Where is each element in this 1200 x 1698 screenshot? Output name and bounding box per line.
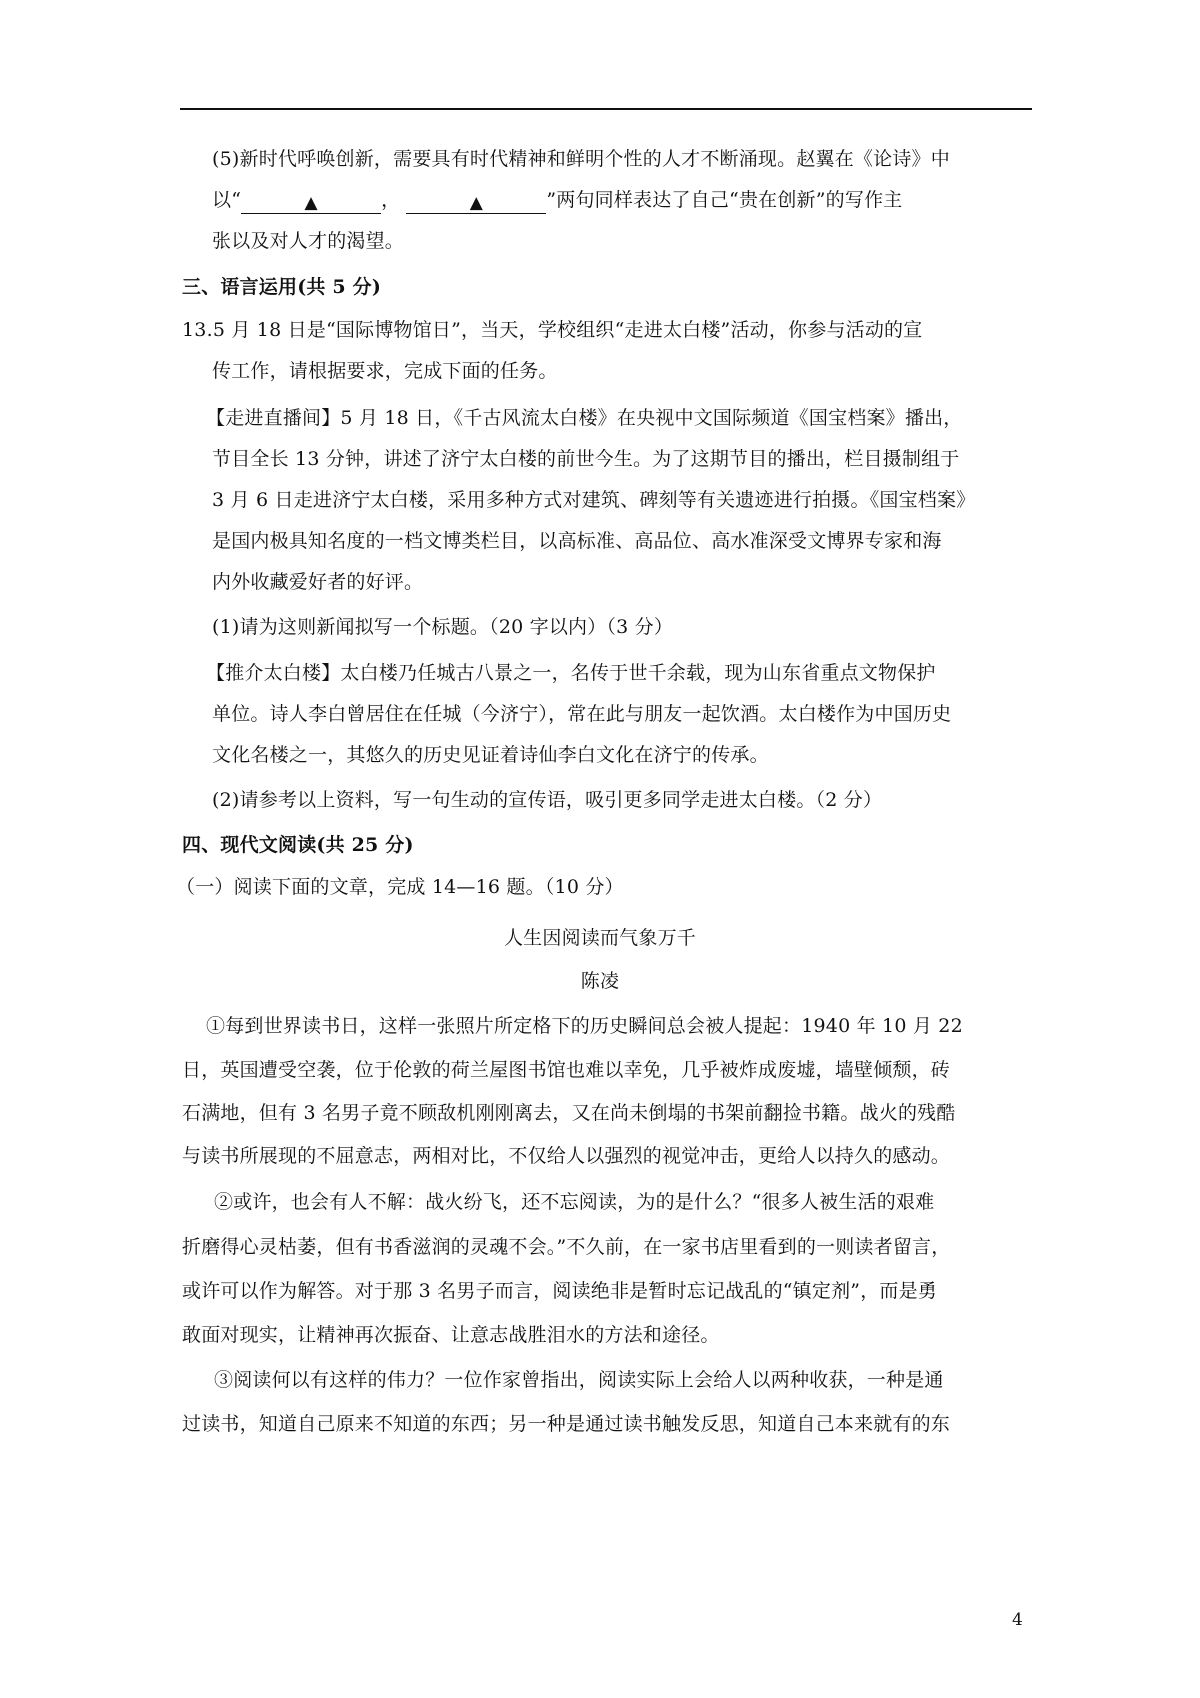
section4-heading: 四、现代文阅读(共 25 分) bbox=[182, 834, 414, 856]
section4-sub1: （一）阅读下面的文章，完成 14—16 题。（10 分） bbox=[176, 876, 624, 898]
broadcast-line-2: 节目全长 13 分钟，讲述了济宁太白楼的前世今生。为了这期节目的播出，栏目摄制组于 bbox=[212, 448, 960, 470]
paragraph-line-2: 日，英国遭受空袭，位于伦敦的荷兰屋图书馆也难以幸免，几乎被炸成废墟，墙壁倾颓，砖 bbox=[182, 1059, 951, 1081]
task2: (2)请参考以上资料，写一句生动的宣传语，吸引更多同学走进太白楼。（2 分） bbox=[212, 789, 883, 811]
fill-blank-2[interactable] bbox=[406, 192, 546, 214]
triangle-marker-icon: ▲ bbox=[304, 193, 318, 213]
q12-5-line2 bbox=[212, 188, 902, 212]
q12-5-line2-post: ”两句同样表达了自己“贵在创新”的写作主 bbox=[546, 189, 903, 211]
paragraph-line-1: ①每到世界读书日，这样一张照片所定格下的历史瞬间总会被人提起：1940 年 10 月 22 bbox=[206, 1015, 963, 1037]
page-number: 4 bbox=[1012, 1610, 1023, 1630]
q13-line1: 13.5 月 18 日是“国际博物馆日”，当天，学校组织“走进太白楼”活动，你参与活动的宣 bbox=[182, 319, 923, 341]
broadcast-line-4: 是国内极具知名度的一档文博类栏目，以高标准、高品位、高水准深受文博界专家和海 bbox=[212, 530, 942, 552]
promo-line-1: 【推介太白楼】太白楼乃任城古八景之一，名传于世千余载，现为山东省重点文物保护 bbox=[206, 662, 936, 684]
paragraph-line-7: 或许可以作为解答。对于那 3 名男子而言，阅读绝非是暂时忘记战乱的“镇定剂”，而是勇 bbox=[182, 1280, 937, 1302]
paragraph-line-8: 敢面对现实，让精神再次振奋、让意志战胜泪水的方法和途径。 bbox=[182, 1324, 720, 1346]
q12-5-line3: 张以及对人才的渴望。 bbox=[212, 230, 405, 252]
header-rule bbox=[180, 108, 1032, 110]
section3-heading: 三、语言运用(共 5 分) bbox=[182, 276, 382, 298]
paragraph-line-9: ③阅读何以有这样的伟力？一位作家曾指出，阅读实际上会给人以两种收获，一种是通 bbox=[214, 1369, 944, 1391]
fill-blank-1[interactable] bbox=[241, 192, 381, 214]
promo-line-3: 文化名楼之一，其悠久的历史见证着诗仙李白文化在济宁的传承。 bbox=[212, 744, 769, 766]
paragraph-line-6: 折磨得心灵枯萎，但有书香滋润的灵魂不会。”不久前，在一家书店里看到的一则读者留言， bbox=[182, 1236, 951, 1258]
q13-line2: 传工作，请根据要求，完成下面的任务。 bbox=[212, 360, 558, 382]
paragraph-line-10: 过读书，知道自己原来不知道的东西；另一种是通过读书触发反思，知道自己本来就有的东 bbox=[182, 1413, 951, 1435]
broadcast-line-3: 3 月 6 日走进济宁太白楼，采用多种方式对建筑、碑刻等有关遗迹进行拍摄。《国宝档案》 bbox=[212, 489, 976, 511]
paragraph-line-3: 石满地，但有 3 名男子竟不顾敌机刚刚离去，又在尚未倒塌的书架前翻捡书籍。战火的残酷 bbox=[182, 1102, 956, 1124]
article-title: 人生因阅读而气象万千 bbox=[503, 927, 696, 949]
broadcast-line-5: 内外收藏爱好者的好评。 bbox=[212, 571, 424, 593]
paragraph-line-4: 与读书所展现的不屈意志，两相对比，不仅给人以强烈的视觉冲击，更给人以持久的感动。 bbox=[182, 1145, 951, 1167]
article-author: 陈凌 bbox=[580, 970, 620, 992]
q12-5-line1: (5)新时代呼唤创新，需要具有时代精神和鲜明个性的人才不断涌现。赵翼在《论诗》中 bbox=[212, 148, 950, 170]
q12-5-line2-mid: ， bbox=[381, 189, 401, 211]
triangle-marker-icon: ▲ bbox=[469, 193, 483, 213]
paragraph-line-5: ②或许，也会有人不解：战火纷飞，还不忘阅读，为的是什么？“很多人被生活的艰难 bbox=[214, 1191, 935, 1213]
q12-5-line2-pre: 以“ bbox=[212, 189, 242, 211]
promo-line-2: 单位。诗人李白曾居住在任城（今济宁），常在此与朋友一起饮酒。太白楼作为中国历史 bbox=[212, 703, 952, 725]
broadcast-line-1: 【走进直播间】5 月 18 日，《千古风流太白楼》在央视中文国际频道《国宝档案》播出， bbox=[206, 407, 963, 429]
task1: (1)请为这则新闻拟写一个标题。（20 字以内）（3 分） bbox=[212, 616, 674, 638]
